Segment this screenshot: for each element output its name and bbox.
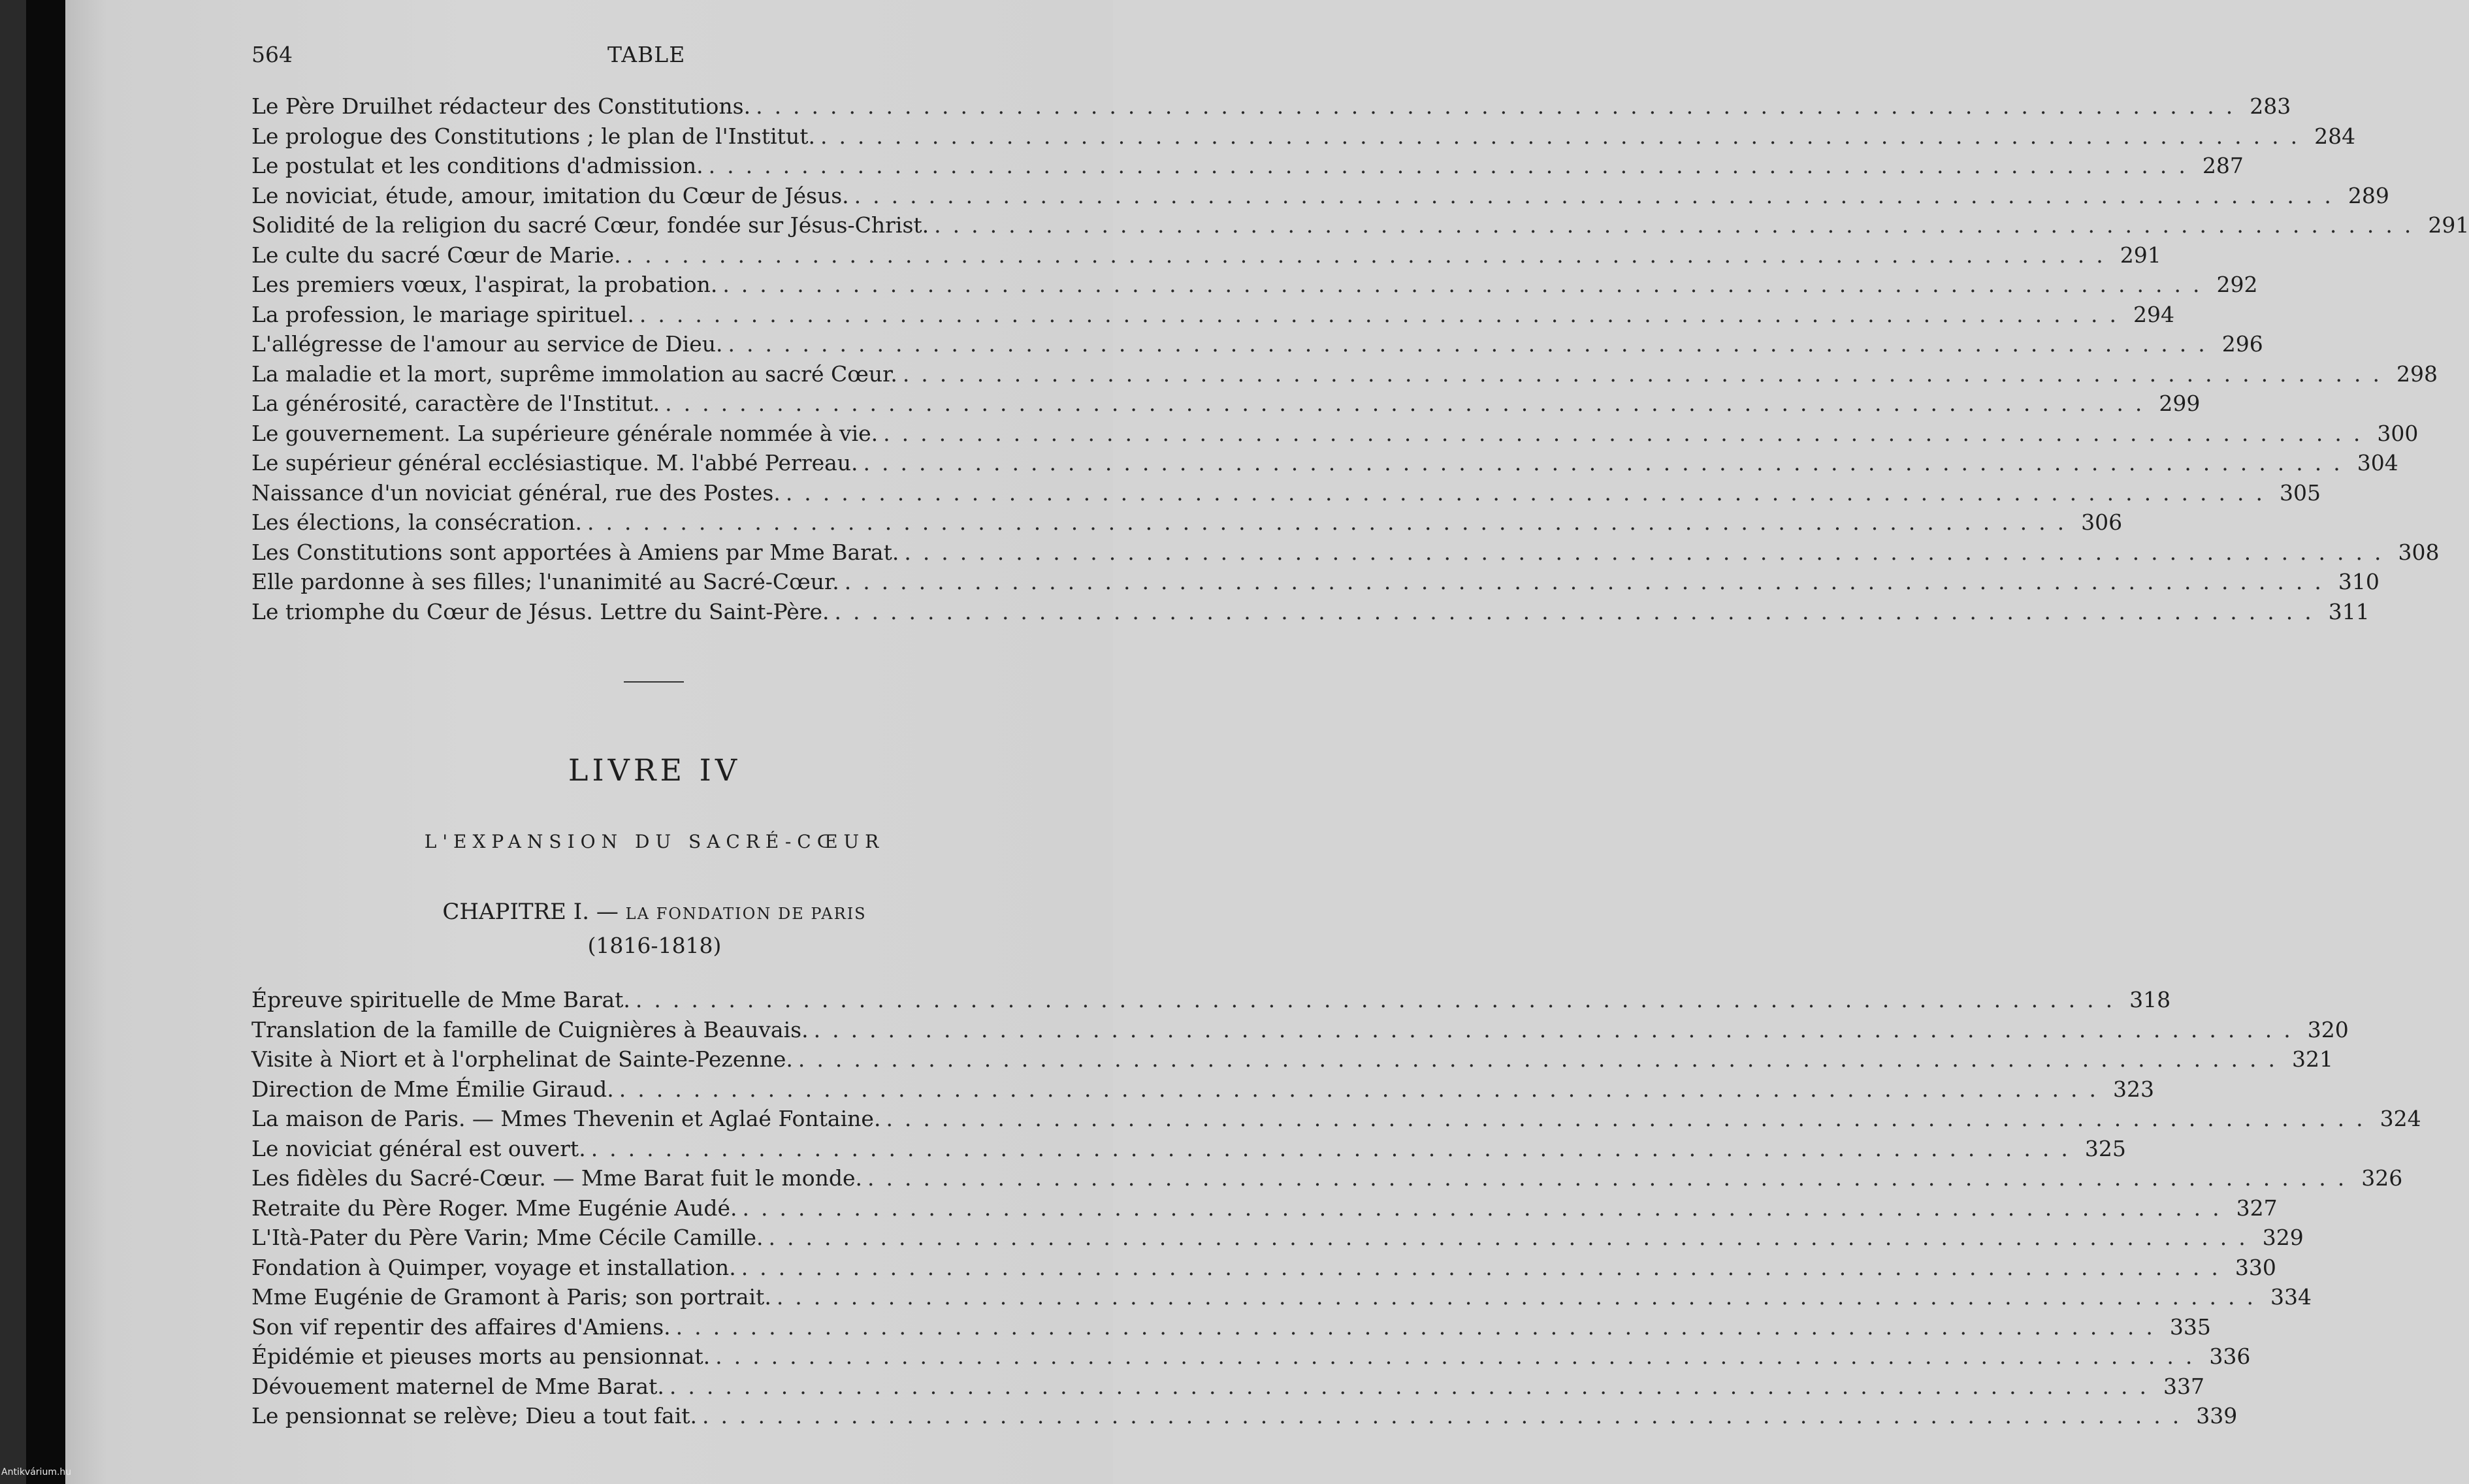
toc-entry-title: Solidité de la religion du sacré Cœur, fondée sur Jésus-Christ.: [251, 212, 929, 238]
toc-entry: [251, 270, 2258, 300]
toc-entry-page: 284: [2314, 123, 2356, 149]
book-title: LIVRE IV: [568, 752, 741, 788]
toc-entry-page: 300: [2377, 420, 2419, 446]
toc-entry: [251, 478, 2321, 508]
toc-entry-page: 292: [2216, 272, 2258, 297]
toc-leader-dots: ................................................................................: [904, 539, 2393, 565]
toc-leader-dots: ................................................................................: [813, 1016, 2302, 1042]
toc-entry-title: Le supérieur général ecclésiastique. M. l'abbé Perreau.: [251, 450, 858, 476]
toc-entry: [251, 151, 2244, 181]
toc-entry: [251, 538, 2440, 568]
toc-leader-dots: ................................................................................: [820, 123, 2310, 149]
toc-entry: [251, 91, 2291, 121]
toc-entry-page: 291: [2428, 212, 2469, 238]
toc-entry-page: 326: [2361, 1165, 2403, 1191]
toc-entry: [251, 1253, 2276, 1283]
toc-entry: [251, 1134, 2126, 1164]
toc-entry-title: Le noviciat, étude, amour, imitation du Cœur de Jésus.: [251, 182, 849, 208]
toc-leader-dots: ................................................................................: [863, 450, 2352, 476]
toc-entry-page: 311: [2328, 598, 2370, 624]
toc-entry-title: Le noviciat général est ouvert.: [251, 1135, 586, 1161]
toc-entry: [251, 1312, 2211, 1342]
toc-leader-dots: ................................................................................: [844, 569, 2333, 594]
toc-entry-page: 330: [2235, 1254, 2276, 1280]
toc-entry: [251, 359, 2438, 389]
toc-entry-title: Elle pardonne à ses filles; l'unanimité au Sacré-Cœur.: [251, 569, 839, 594]
toc-entry: [251, 448, 2398, 478]
toc-entry: [251, 1372, 2205, 1402]
binding-shadow: [26, 0, 65, 1484]
toc-entry-page: 337: [2163, 1373, 2205, 1399]
toc-entry: [251, 181, 2389, 211]
toc-entry: [251, 1193, 2278, 1223]
toc-entry-page: 299: [2159, 391, 2201, 416]
toc-entry-page: 304: [2357, 450, 2398, 476]
page-number: 564: [251, 42, 293, 67]
toc-entry-page: 325: [2084, 1135, 2126, 1161]
toc-entry-page: 283: [2250, 93, 2291, 119]
toc-leader-dots: ................................................................................: [798, 1046, 2287, 1072]
toc-leader-dots: ................................................................................: [834, 598, 2323, 624]
toc-entry: [251, 1163, 2403, 1193]
toc-entry: [251, 389, 2201, 419]
toc-entry: [251, 508, 2123, 538]
binding-edge: [0, 0, 26, 1484]
section-divider: [624, 681, 684, 683]
toc-entry: [251, 1074, 2154, 1105]
toc-entry: [251, 240, 2161, 270]
toc-entry-page: 320: [2307, 1016, 2349, 1042]
toc-entry: [251, 300, 2175, 330]
toc-entry-page: 308: [2398, 539, 2440, 565]
toc-entry: [251, 1044, 2334, 1074]
toc-leader-dots: ................................................................................: [626, 242, 2115, 268]
toc-leader-dots: ................................................................................: [708, 153, 2197, 178]
toc-entry-title: Son vif repentir des affaires d'Amiens.: [251, 1314, 671, 1340]
toc-entry-title: L'Ità-Pater du Père Varin; Mme Cécile Camille.: [251, 1225, 764, 1250]
toc-entry: [251, 985, 2171, 1015]
toc-entry-page: 289: [2348, 182, 2389, 208]
toc-leader-dots: ................................................................................: [715, 1344, 2204, 1369]
toc-entry-title: Visite à Niort et à l'orphelinat de Sainte-Pezenne.: [251, 1046, 793, 1072]
toc-leader-dots: ................................................................................: [722, 272, 2212, 297]
toc-leader-dots: ................................................................................: [867, 1165, 2357, 1191]
toc-leader-dots: ................................................................................: [665, 391, 2154, 416]
toc-list-part2: [251, 985, 2421, 1431]
toc-list-part1: [251, 91, 2469, 626]
toc-entry: [251, 1015, 2349, 1045]
chapter-heading: [0, 899, 1113, 925]
toc-entry-title: Le gouvernement. La supérieure générale nommée à vie.: [251, 420, 879, 446]
toc-entry-page: 339: [2196, 1403, 2238, 1428]
toc-entry: [251, 419, 2419, 449]
toc-leader-dots: ................................................................................: [675, 1314, 2165, 1340]
toc-entry: [251, 1342, 2251, 1372]
toc-entry-title: Retraite du Père Roger. Mme Eugénie Audé.: [251, 1195, 737, 1221]
toc-leader-dots: ................................................................................: [776, 1284, 2265, 1310]
toc-entry-title: Mme Eugénie de Gramont à Paris; son portrait.: [251, 1284, 771, 1310]
toc-leader-dots: ................................................................................: [741, 1254, 2230, 1280]
toc-entry-page: 310: [2338, 569, 2380, 594]
toc-entry: [251, 329, 2263, 359]
toc-leader-dots: ................................................................................: [883, 420, 2372, 446]
toc-entry-page: 306: [2081, 509, 2123, 535]
toc-entry: [251, 1282, 2312, 1312]
toc-entry-title: Les premiers vœux, l'aspirat, la probation.: [251, 272, 718, 297]
running-head: TABLE: [607, 42, 686, 67]
toc-leader-dots: ................................................................................: [702, 1403, 2191, 1428]
toc-leader-dots: ................................................................................: [934, 212, 2423, 238]
toc-leader-dots: ................................................................................: [768, 1225, 2257, 1250]
toc-entry-page: 318: [2129, 987, 2171, 1012]
toc-entry-page: 294: [2133, 301, 2175, 327]
toc-entry-title: Le prologue des Constitutions ; le plan de l'Institut.: [251, 123, 815, 149]
toc-entry-page: 336: [2209, 1344, 2251, 1369]
toc-leader-dots: ................................................................................: [728, 331, 2217, 357]
toc-entry-title: Le postulat et les conditions d'admission.: [251, 153, 703, 178]
toc-entry: [251, 1104, 2421, 1134]
toc-entry-page: 324: [2380, 1106, 2421, 1131]
toc-entry-title: Le Père Druilhet rédacteur des Constitutions.: [251, 93, 751, 119]
toc-entry-title: Le pensionnat se relève; Dieu a tout fait.: [251, 1403, 698, 1428]
toc-entry-page: 305: [2280, 479, 2321, 506]
toc-leader-dots: ................................................................................: [619, 1076, 2108, 1102]
toc-entry-page: 327: [2236, 1195, 2278, 1221]
toc-entry: [251, 121, 2356, 152]
toc-leader-dots: ................................................................................: [785, 479, 2274, 506]
toc-entry-title: Dévouement maternel de Mme Barat.: [251, 1373, 664, 1399]
toc-leader-dots: ................................................................................: [639, 301, 2129, 327]
book-subtitle: L'EXPANSION DU SACRÉ-CŒUR: [424, 831, 885, 852]
chapter-years: (1816-1818): [587, 933, 722, 958]
toc-leader-dots: ................................................................................: [886, 1106, 2375, 1131]
toc-leader-dots: ................................................................................: [854, 182, 2343, 208]
toc-leader-dots: ................................................................................: [587, 509, 2076, 535]
toc-leader-dots: ................................................................................: [590, 1135, 2080, 1161]
toc-leader-dots: ................................................................................: [742, 1195, 2231, 1221]
toc-entry-title: Naissance d'un noviciat général, rue des Postes.: [251, 479, 781, 506]
toc-entry: [251, 210, 2469, 240]
toc-entry: [251, 1401, 2238, 1431]
toc-entry-title: Le triomphe du Cœur de Jésus. Lettre du Saint-Père.: [251, 598, 830, 624]
toc-entry-page: 291: [2120, 242, 2161, 268]
toc-entry-title: Le culte du sacré Cœur de Marie.: [251, 242, 621, 268]
toc-entry-title: Fondation à Quimper, voyage et installation.: [251, 1254, 736, 1280]
toc-entry-title: Les fidèles du Sacré-Cœur. — Mme Barat fuit le monde.: [251, 1165, 863, 1191]
toc-entry: [251, 567, 2380, 597]
toc-entry-page: 329: [2262, 1225, 2304, 1250]
toc-entry: [251, 1223, 2304, 1253]
toc-entry-title: Direction de Mme Émilie Giraud.: [251, 1076, 614, 1102]
toc-entry-title: La profession, le mariage spirituel.: [251, 301, 634, 327]
toc-entry-title: La maladie et la mort, suprême immolation au sacré Cœur.: [251, 361, 897, 387]
toc-leader-dots: ................................................................................: [669, 1373, 2159, 1399]
toc-entry-page: 323: [2112, 1076, 2154, 1102]
toc-entry-page: 296: [2221, 331, 2263, 357]
toc-entry-title: La maison de Paris. — Mmes Thevenin et Aglaé Fontaine.: [251, 1106, 881, 1131]
toc-entry-title: La générosité, caractère de l'Institut.: [251, 391, 660, 416]
toc-entry-title: Les élections, la consécration.: [251, 509, 582, 535]
page-header: [251, 42, 1061, 74]
toc-entry-title: Épreuve spirituelle de Mme Barat.: [251, 987, 630, 1012]
toc-leader-dots: ................................................................................: [756, 93, 2245, 119]
toc-leader-dots: ................................................................................: [635, 987, 2125, 1012]
toc-entry: [251, 597, 2370, 627]
toc-entry-title: Translation de la famille de Cuignières à Beauvais.: [251, 1016, 809, 1042]
chapter-title: LA FONDATION DE PARIS: [625, 905, 867, 923]
toc-entry-title: Épidémie et pieuses morts au pensionnat.: [251, 1344, 711, 1369]
toc-entry-page: 335: [2169, 1314, 2211, 1340]
watermark-footer: Antikvárium.hu: [1, 1467, 72, 1477]
toc-entry-page: 321: [2292, 1046, 2334, 1072]
toc-entry-title: Les Constitutions sont apportées à Amiens par Mme Barat.: [251, 539, 899, 565]
toc-entry-title: L'allégresse de l'amour au service de Dieu.: [251, 331, 723, 357]
toc-leader-dots: ................................................................................: [902, 361, 2391, 387]
toc-entry-page: 287: [2202, 153, 2244, 178]
chapter-label: CHAPITRE I. —: [442, 899, 619, 925]
toc-entry-page: 334: [2270, 1284, 2312, 1310]
toc-entry-page: 298: [2396, 361, 2438, 387]
